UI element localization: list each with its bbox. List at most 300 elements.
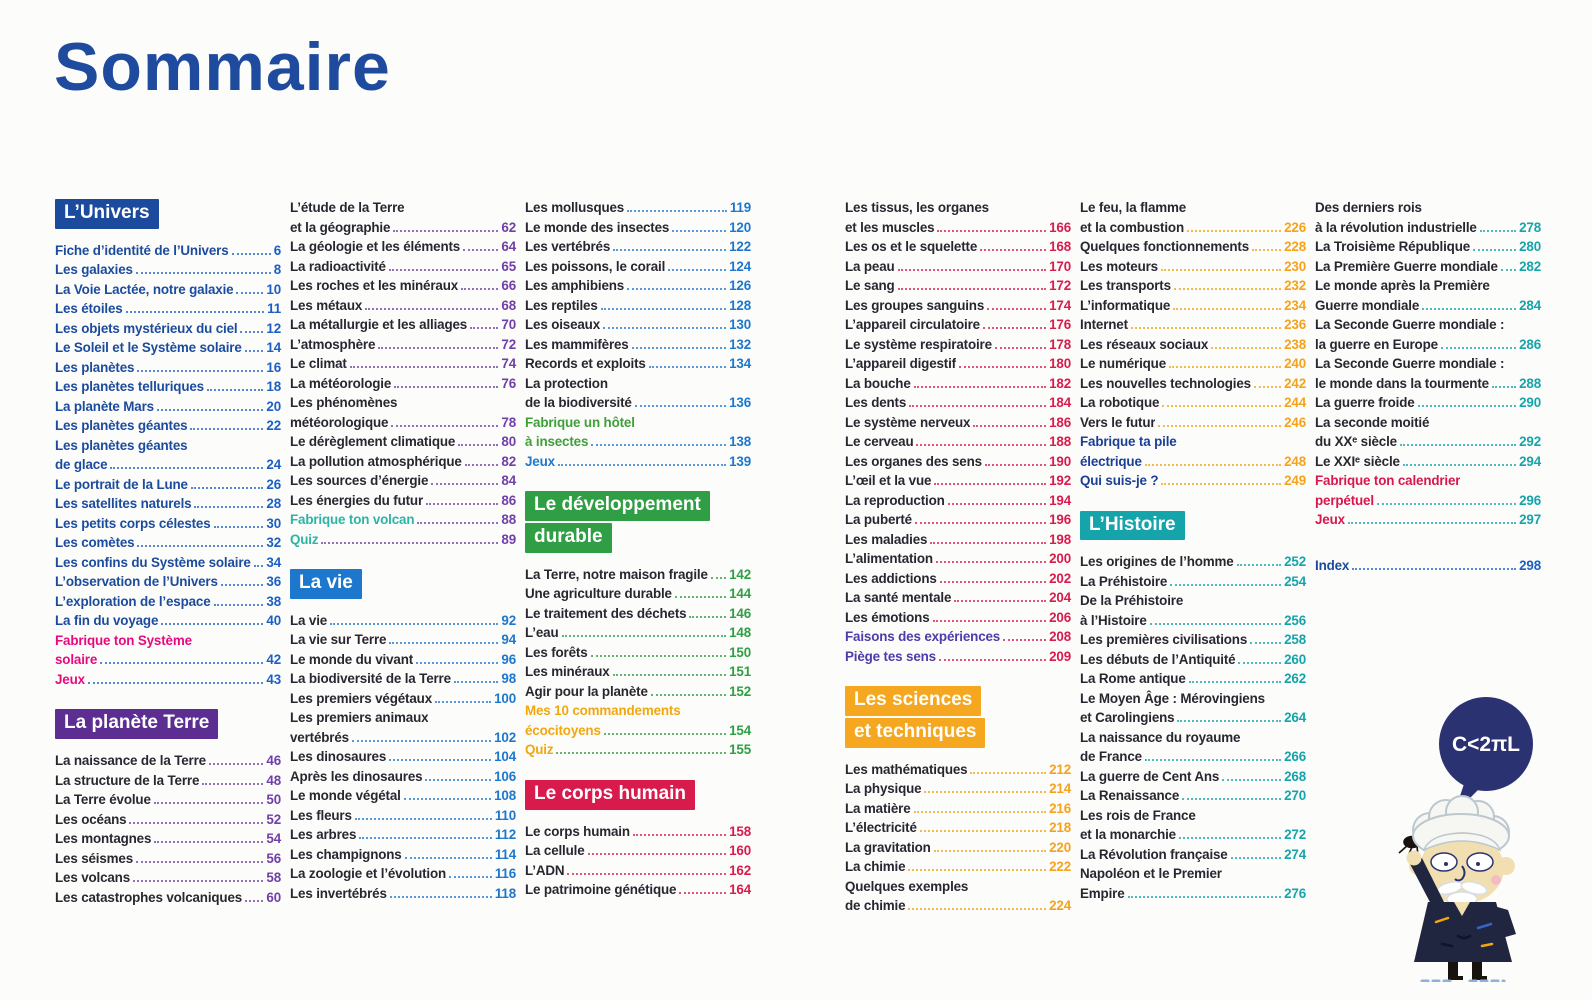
- toc-leader: [390, 896, 492, 898]
- toc-entry-text: La fin du voyage: [55, 613, 159, 629]
- toc-page-number: 22: [266, 418, 281, 434]
- toc-entry: [845, 799, 1071, 819]
- toc-page-number: 70: [501, 317, 516, 332]
- toc-entry: [290, 747, 516, 767]
- toc-entry-line: [845, 374, 1071, 394]
- toc-leader: [1145, 464, 1281, 466]
- toc-entry-text: L’alimentation: [845, 551, 933, 566]
- toc-entry-text: Les premiers végétaux: [290, 690, 432, 706]
- toc-entry: [55, 868, 281, 888]
- toc-page-number: 286: [1519, 336, 1541, 352]
- toc-leader: [202, 783, 263, 785]
- einstein-mascot-drawing: [1366, 690, 1578, 982]
- toc-entry-text: Les petits corps célestes: [55, 515, 211, 531]
- toc-leader: [1252, 249, 1281, 251]
- toc-entry-text: Les catastrophes volcaniques: [55, 889, 243, 905]
- toc-entry: [845, 315, 1071, 335]
- toc-entry: [55, 514, 281, 534]
- toc-column: [55, 198, 281, 907]
- toc-entry: [525, 354, 751, 374]
- toc-entry: [525, 623, 751, 643]
- toc-page-number: 74: [501, 356, 516, 371]
- toc-page-number: 155: [729, 742, 751, 758]
- toc-entry: [290, 689, 516, 709]
- page-title: Sommaire: [54, 29, 391, 105]
- toc-page-number: 142: [729, 566, 751, 582]
- toc-leader: [1222, 779, 1281, 781]
- section-header-corps: [525, 780, 751, 810]
- toc-page-number: 298: [1519, 557, 1541, 573]
- toc-leader: [129, 822, 263, 824]
- toc-page-number: 104: [494, 749, 516, 765]
- toc-entry-line: [290, 413, 516, 433]
- toc-entry-line: [1080, 354, 1306, 374]
- toc-leader: [352, 740, 491, 742]
- toc-entry-text: La bouche: [845, 375, 911, 391]
- toc-entry: [525, 701, 751, 740]
- toc-entry-text: La Troisième République: [1315, 239, 1471, 254]
- toc-entry: [290, 786, 516, 806]
- toc-page-number: 46: [266, 753, 281, 769]
- toc-page-number: 209: [1049, 648, 1071, 664]
- toc-entry-line: [845, 877, 1071, 897]
- toc-entry: [55, 494, 281, 514]
- toc-entry-line: [290, 218, 516, 238]
- toc-entry: [55, 533, 281, 553]
- toc-entry-line: [1080, 218, 1306, 238]
- toc-entry-text: Quelques fonctionnements: [1080, 239, 1250, 254]
- toc-entry: [845, 647, 1071, 667]
- toc-entry-line: [525, 682, 751, 702]
- toc-entry-line: [290, 491, 516, 511]
- toc-entry-line: [55, 241, 281, 261]
- toc-entry-line: [1080, 315, 1306, 335]
- toc-entry-line: [290, 884, 516, 904]
- toc-page-number: 204: [1049, 590, 1071, 605]
- toc-leader: [391, 425, 498, 427]
- toc-entry: [845, 471, 1071, 491]
- toc-leader: [898, 269, 1047, 271]
- toc-entry-text: Jeux: [1315, 512, 1345, 527]
- toc-entry: [525, 218, 751, 238]
- toc-entry-line: [1315, 335, 1541, 355]
- toc-leader: [1377, 503, 1516, 505]
- toc-entry-line: [1080, 630, 1306, 650]
- toc-entry: [290, 491, 516, 511]
- toc-entry: [55, 338, 281, 358]
- toc-entry-text: L’ADN: [525, 862, 565, 878]
- toc-entry: [525, 374, 751, 413]
- toc-page-number: 274: [1284, 846, 1306, 862]
- toc-entry-text: Le système respiratoire: [845, 336, 992, 352]
- toc-entry: [290, 471, 516, 491]
- toc-leader: [668, 269, 726, 271]
- toc-entry-text: Le monde végétal: [290, 788, 401, 804]
- toc-leader: [461, 288, 498, 290]
- toc-entry-line: [55, 397, 281, 417]
- toc-page-number: 228: [1284, 239, 1306, 254]
- toc-entry: [1080, 591, 1306, 630]
- toc-page-number: 192: [1049, 473, 1071, 488]
- toc-page-number: 54: [266, 831, 281, 847]
- toc-leader: [675, 596, 726, 598]
- toc-entry-text: Une agriculture durable: [525, 586, 672, 602]
- toc-page-number: 264: [1284, 710, 1306, 726]
- toc-entry: [525, 257, 751, 277]
- toc-leader: [221, 584, 264, 586]
- toc-leader: [1348, 522, 1516, 524]
- toc-entry-line: [525, 880, 751, 900]
- toc-entry-line: [290, 825, 516, 845]
- toc-entry-line: [1080, 374, 1306, 394]
- toc-entry-text: Faisons des expériences: [845, 629, 1001, 644]
- toc-entry-text: du XXᵉ siècle: [1315, 434, 1397, 449]
- toc-entry-text: Empire: [1080, 885, 1125, 901]
- toc-entry-line: [845, 530, 1071, 550]
- toc-entry: [525, 822, 751, 842]
- toc-entry: [55, 810, 281, 830]
- toc-leader: [567, 873, 726, 875]
- toc-page-number: 108: [494, 788, 516, 804]
- toc-entry-line: [1080, 689, 1306, 709]
- toc-entry-text: La santé mentale: [845, 590, 952, 605]
- toc-page-number: 278: [1519, 219, 1541, 235]
- toc-entry-line: [290, 650, 516, 670]
- toc-entry: [1080, 276, 1306, 296]
- toc-entry-line: [845, 647, 1071, 667]
- toc-entry-text: Les premières civilisations: [1080, 632, 1248, 648]
- toc-page-number: 144: [729, 586, 751, 602]
- toc-entry: [1080, 689, 1306, 728]
- toc-entry: [290, 630, 516, 650]
- toc-page-number: 38: [266, 593, 281, 609]
- toc-leader: [973, 425, 1046, 427]
- toc-entry: [290, 237, 516, 257]
- toc-entry-line: [290, 728, 516, 748]
- toc-entry: [290, 276, 516, 296]
- toc-page-number: 290: [1519, 395, 1541, 410]
- toc-leader: [558, 464, 726, 466]
- toc-leader: [245, 900, 263, 902]
- toc-entry-text: Le système nerveux: [845, 414, 971, 430]
- toc-page-number: 294: [1519, 453, 1541, 469]
- toc-entry-line: [55, 611, 281, 631]
- toc-entry-line: [1080, 845, 1306, 865]
- speech-bubble: [1439, 697, 1533, 814]
- toc-entry: [290, 374, 516, 394]
- toc-entry-text: Fabrique ta pile: [1080, 434, 1177, 449]
- toc-entry-line: [525, 452, 751, 472]
- toc-entry-line: [290, 708, 516, 728]
- toc-page-number: 32: [266, 535, 281, 551]
- toc-entry-line: [55, 455, 281, 475]
- toc-entry-text: Les séismes: [55, 850, 134, 866]
- toc-entry: [1315, 276, 1541, 315]
- toc-entry: [845, 198, 1071, 237]
- toc-page-number: 160: [729, 843, 751, 859]
- toc-entry-text: Records et exploits: [525, 356, 646, 371]
- toc-page-number: 212: [1049, 761, 1071, 777]
- toc-entry-text: Les galaxies: [55, 262, 133, 278]
- toc-page-number: 276: [1284, 885, 1306, 901]
- toc-entry-text: Les mollusques: [525, 200, 625, 215]
- toc-entry: [525, 740, 751, 760]
- toc-leader: [601, 308, 726, 310]
- toc-entry: [845, 588, 1071, 608]
- toc-page-number: 296: [1519, 492, 1541, 508]
- section-header-chip: Le développement: [525, 491, 710, 521]
- toc-leader: [1211, 347, 1281, 349]
- toc-leader: [909, 405, 1046, 407]
- toc-entry-text: L’appareil digestif: [845, 356, 956, 371]
- toc-entry: [845, 491, 1071, 511]
- toc-entry-line: [55, 670, 281, 690]
- toc-entry-line: [845, 857, 1071, 877]
- toc-page-number: 158: [729, 823, 751, 839]
- toc-entry-line: [1080, 413, 1306, 433]
- toc-entry-text: à l’Histoire: [1080, 612, 1147, 628]
- toc-page-number: 96: [501, 651, 516, 667]
- toc-page-number: 194: [1049, 492, 1071, 508]
- toc-entry-text: La cellule: [525, 843, 585, 859]
- toc-entry-text: La Renaissance: [1080, 788, 1180, 804]
- toc-entry: [1080, 354, 1306, 374]
- toc-entry: [55, 553, 281, 573]
- toc-entry-text: La biodiversité de la Terre: [290, 671, 451, 687]
- toc-page-number: 60: [266, 889, 281, 905]
- toc-entry: [1315, 452, 1541, 472]
- toc-leader: [425, 779, 491, 781]
- toc-entry-text: La protection: [525, 375, 608, 391]
- toc-entry-line: [290, 471, 516, 491]
- toc-leader: [1174, 288, 1281, 290]
- toc-entry-line: [845, 510, 1071, 530]
- toc-entry-text: Les étoiles: [55, 301, 123, 317]
- toc-page-number: 16: [266, 359, 281, 375]
- toc-entry-text: Jeux: [525, 453, 555, 469]
- toc-page-number: 218: [1049, 820, 1071, 836]
- toc-leader: [365, 308, 498, 310]
- toc-leader: [1173, 308, 1281, 310]
- toc-entry: [1080, 864, 1306, 903]
- toc-entry-text: et la monarchie: [1080, 827, 1176, 843]
- toc-entry: [1315, 257, 1541, 277]
- toc-leader: [915, 522, 1046, 524]
- toc-leader: [378, 347, 498, 349]
- toc-entry-text: Les reptiles: [525, 297, 598, 313]
- toc-entry: [845, 530, 1071, 550]
- toc-entry-text: Les montagnes: [55, 831, 152, 847]
- toc-page-number: 26: [266, 476, 281, 492]
- toc-entry-text: Internet: [1080, 317, 1128, 332]
- toc-page-number: 297: [1519, 512, 1541, 527]
- toc-page-number: 94: [501, 632, 516, 648]
- toc-leader: [672, 230, 726, 232]
- toc-entry: [55, 572, 281, 592]
- toc-entry-text: Qui suis-je ?: [1080, 473, 1159, 488]
- toc-page-number: 200: [1049, 551, 1071, 566]
- toc-entry: [845, 818, 1071, 838]
- toc-entry-text: La géologie et les éléments: [290, 239, 461, 254]
- toc-entry-line: [55, 810, 281, 830]
- toc-leader: [1170, 584, 1281, 586]
- toc-page-number: 292: [1519, 434, 1541, 449]
- toc-entry-line: [525, 604, 751, 624]
- toc-entry-line: [1080, 806, 1306, 826]
- toc-leader: [933, 620, 1047, 622]
- toc-entry: [1080, 432, 1306, 471]
- toc-entry-line: [525, 565, 751, 585]
- toc-page-number: 134: [729, 356, 751, 371]
- toc-entry-line: [55, 592, 281, 612]
- toc-entry: [845, 549, 1071, 569]
- toc-page-number: 110: [494, 807, 516, 823]
- toc-entry-text: Les métaux: [290, 297, 363, 313]
- toc-entry-line: [1080, 747, 1306, 767]
- toc-column: [290, 198, 516, 903]
- toc-entry-text: L’exploration de l’espace: [55, 593, 211, 609]
- section-header-sciences: [845, 686, 1071, 748]
- toc-leader: [431, 483, 498, 485]
- toc-page-number: 242: [1284, 375, 1306, 391]
- toc-entry: [1080, 198, 1306, 237]
- toc-entry-line: [1315, 257, 1541, 277]
- toc-entry: [55, 631, 281, 670]
- toc-page-number: 68: [501, 297, 516, 313]
- toc-page-number: 202: [1049, 570, 1071, 586]
- toc-entry-line: [525, 354, 751, 374]
- toc-leader: [389, 269, 499, 271]
- toc-entry: [525, 880, 751, 900]
- toc-leader: [970, 772, 1046, 774]
- toc-entry-line: [290, 806, 516, 826]
- toc-entry: [55, 592, 281, 612]
- toc-leader: [1003, 639, 1046, 641]
- toc-leader: [1237, 564, 1282, 566]
- toc-entry-line: [290, 689, 516, 709]
- toc-leader: [389, 642, 498, 644]
- toc-leader: [465, 464, 499, 466]
- toc-page-number: 136: [729, 395, 751, 410]
- toc-entry-text: L’électricité: [845, 820, 917, 836]
- toc-entry: [290, 432, 516, 452]
- toc-page-number: 249: [1284, 473, 1306, 488]
- toc-entry-text: L’étude de la Terre: [290, 200, 405, 215]
- toc-entry-line: [55, 436, 281, 456]
- toc-page-number: 139: [729, 453, 751, 469]
- section-header-chip: Les sciences: [845, 686, 981, 716]
- toc-entry-line: [1080, 335, 1306, 355]
- toc-column: [845, 198, 1071, 916]
- toc-page-number: 116: [494, 866, 516, 882]
- toc-entry: [1080, 806, 1306, 845]
- toc-entry-line: [525, 721, 751, 741]
- toc-entry-line: [1080, 591, 1306, 611]
- toc-entry-line: [1080, 572, 1306, 592]
- toc-page-number: 206: [1049, 609, 1071, 625]
- toc-entry: [845, 760, 1071, 780]
- toc-page-number: 154: [729, 722, 751, 738]
- toc-entry-line: [290, 354, 516, 374]
- toc-page-number: 222: [1049, 859, 1071, 875]
- toc-entry-line: [845, 335, 1071, 355]
- toc-entry-text: La Révolution française: [1080, 846, 1228, 862]
- toc-entry-line: [845, 432, 1071, 452]
- section-header-chip: La vie: [290, 569, 362, 599]
- toc-entry-text: Les arbres: [290, 827, 357, 843]
- toc-leader: [1189, 681, 1281, 683]
- toc-page-number: 10: [266, 281, 281, 297]
- toc-entry-line: [1315, 374, 1541, 394]
- toc-entry: [1315, 354, 1541, 393]
- toc-leader: [987, 308, 1046, 310]
- toc-entry-line: [290, 864, 516, 884]
- toc-entry-text: Index: [1315, 557, 1350, 573]
- toc-entry: [525, 841, 751, 861]
- toc-entry-text: Le traitement des déchets: [525, 605, 687, 621]
- toc-leader: [632, 347, 727, 349]
- toc-page-number: 124: [729, 258, 751, 274]
- toc-entry-line: [1315, 315, 1541, 335]
- toc-entry: [290, 864, 516, 884]
- toc-entry-text: et la combustion: [1080, 219, 1184, 235]
- toc-entry-text: Les invertébrés: [290, 885, 387, 901]
- toc-entry: [1080, 471, 1306, 491]
- toc-entry-text: Le feu, la flamme: [1080, 200, 1187, 215]
- toc-entry: [845, 296, 1071, 316]
- toc-entry-line: [1315, 276, 1541, 296]
- toc-entry-line: [1080, 552, 1306, 572]
- toc-page-number: 42: [266, 652, 281, 668]
- toc-entry-text: Les origines de l’homme: [1080, 554, 1234, 570]
- toc-entry: [55, 397, 281, 417]
- toc-entry: [1080, 767, 1306, 787]
- toc-entry-text: Les émotions: [845, 609, 930, 625]
- toc-entry-text: La chimie: [845, 859, 906, 875]
- toc-entry-line: [525, 315, 751, 335]
- toc-leader: [1254, 386, 1281, 388]
- toc-page-number: 138: [729, 434, 751, 449]
- toc-entry-line: [525, 335, 751, 355]
- toc-entry-text: Le dérèglement climatique: [290, 434, 456, 449]
- toc-leader: [679, 892, 726, 894]
- toc-page-number: 58: [266, 870, 281, 886]
- toc-entry-text: Les groupes sanguins: [845, 297, 985, 313]
- toc-entry-line: [845, 218, 1071, 238]
- toc-entry: [55, 790, 281, 810]
- toc-leader: [137, 370, 263, 372]
- section-header-chip: L’Histoire: [1080, 511, 1185, 541]
- toc-entry: [525, 584, 751, 604]
- toc-entry: [525, 335, 751, 355]
- toc-page-number: 176: [1049, 317, 1071, 332]
- toc-page-number: 62: [501, 219, 516, 235]
- toc-entry-text: La robotique: [1080, 395, 1160, 410]
- toc-entry-line: [55, 377, 281, 397]
- toc-leader: [154, 802, 264, 804]
- toc-page-number: 168: [1049, 239, 1071, 254]
- toc-entry: [1080, 669, 1306, 689]
- toc-leader: [1422, 308, 1516, 310]
- toc-entry-line: [1315, 432, 1541, 452]
- toc-page-number: 258: [1284, 632, 1306, 648]
- toc-entry-line: [845, 237, 1071, 257]
- toc-entry-text: Les énergies du futur: [290, 492, 424, 508]
- toc-page-number: 238: [1284, 336, 1306, 352]
- toc-entry-text: Le corps humain: [525, 823, 630, 839]
- toc-entry-text: Le climat: [290, 356, 347, 371]
- toc-page-number: 48: [266, 772, 281, 788]
